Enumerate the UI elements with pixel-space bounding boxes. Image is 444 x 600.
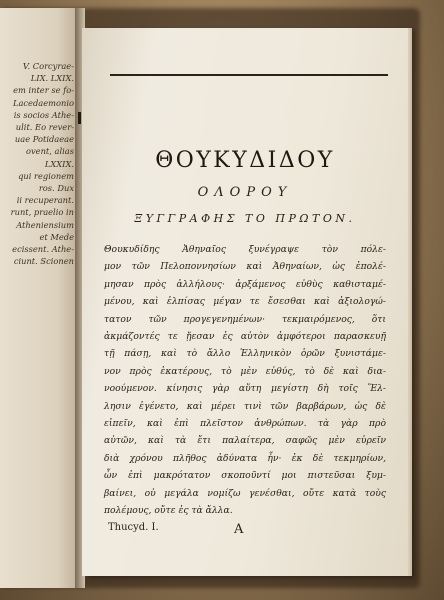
left-page-line: ovent, alias bbox=[25, 146, 74, 157]
left-page-line: uae Potidaeae bbox=[14, 134, 74, 145]
left-page-line: et Mede bbox=[39, 231, 74, 242]
text-line: νοούμενον. κίνησις γὰρ αὕτη μεγίστη δὴ τοῖς Ἕλ- bbox=[104, 383, 386, 395]
left-page bbox=[0, 8, 82, 588]
left-page-line: is socios Athe- bbox=[13, 109, 74, 120]
ink-mark bbox=[78, 112, 81, 124]
left-page-line: V. Corcyrae- bbox=[22, 61, 74, 71]
signature-left: Thucyd. I. bbox=[108, 522, 159, 533]
body-text bbox=[104, 241, 386, 520]
text-line: ἀκμάζοντές τε ᾔεσαν ἐς αὐτὸν ἀμφότεροι παρασκευῇ bbox=[104, 331, 386, 343]
page-subtitle: ΟΛΟΡΟΥ bbox=[197, 185, 293, 200]
text-line: μένου, καὶ ἐλπίσας μέγαν τε ἔσεσθαι καὶ ἀξιολογώ- bbox=[104, 296, 386, 308]
left-page-line: ulit. Eo rever- bbox=[15, 122, 74, 133]
text-line: μον τῶν Πελοποννησίων καὶ Ἀθηναίων, ὡς ἐπολέ- bbox=[104, 261, 386, 273]
left-page-line: ecissent. Athe- bbox=[12, 244, 74, 255]
left-page-line: Atheniensium bbox=[16, 219, 74, 230]
left-page-line: Lacedaemonio bbox=[12, 97, 74, 108]
left-page-margin-text bbox=[0, 60, 82, 267]
left-page-line: LIX. LXIX. bbox=[30, 73, 74, 84]
left-page-line: em inter se fo- bbox=[13, 85, 74, 96]
book-heading: ΞΥΓΓΡΑΦΗΣ ΤΟ ΠΡΩΤΟΝ. bbox=[134, 212, 356, 225]
text-line: μησαν πρὸς ἀλλήλους· ἀρξάμενος εὐθὺς καθισταμέ- bbox=[104, 278, 386, 290]
text-line: νον πρὸς ἑκατέρους, τὸ μὲν εὐθύς, τὸ δὲ καὶ δια- bbox=[104, 365, 386, 377]
text-line: βαίνει, οὐ μεγάλα νομίζω γενέσθαι, οὔτε κατὰ τοὺς bbox=[104, 487, 386, 499]
text-line: εἰπεῖν, καὶ ἐπὶ πλεῖστον ἀνθρώπων. τὰ γὰρ πρὸ bbox=[104, 418, 386, 430]
left-page-line: ciunt. Scionen bbox=[13, 256, 74, 267]
left-page-line: LXXIX. bbox=[44, 158, 74, 169]
left-page-line: qui regionem bbox=[18, 170, 74, 181]
text-line: διὰ χρόνου πλῆθος ἀδύνατα ἦν· ἐκ δὲ τεκμηρίων, bbox=[104, 452, 386, 464]
right-page bbox=[82, 28, 408, 576]
text-line: τατον τῶν προγεγενημένων· τεκμαιρόμενος, ὅτι bbox=[104, 313, 386, 325]
left-page-line: ii recuperant. bbox=[16, 195, 74, 206]
text-line: ὧν ἐπὶ μακρότατον σκοποῦντί μοι πιστεῦσαι ξυμ- bbox=[104, 470, 386, 482]
text-line: αὐτῶν, καὶ τὰ ἔτι παλαίτερα, σαφῶς μὲν εὑρεῖν bbox=[104, 435, 386, 447]
text-line: Θουκυδίδης Ἀθηναῖος ξυνέγραψε τὸν πόλε- bbox=[104, 244, 386, 255]
text-line: λησιν ἐγένετο, καὶ μέρει τινὶ τῶν βαρβάρων, ὡς δὲ bbox=[104, 400, 386, 412]
left-page-line: runt, praelio in bbox=[10, 207, 74, 218]
left-page-line: ros. Dux bbox=[38, 183, 74, 194]
page-title: ΘΟΥΚΥΔΙΔΟΥ bbox=[155, 148, 335, 173]
text-line: τῇ πάσῃ, καὶ τὸ ἄλλο Ἑλληνικὸν ὁρῶν ξυνιστάμε- bbox=[104, 348, 386, 360]
signature-mark: A bbox=[234, 522, 244, 537]
text-line-last: πολέμους, οὔτε ἐς τὰ ἄλλα. bbox=[104, 505, 233, 517]
header-rule bbox=[110, 74, 388, 76]
